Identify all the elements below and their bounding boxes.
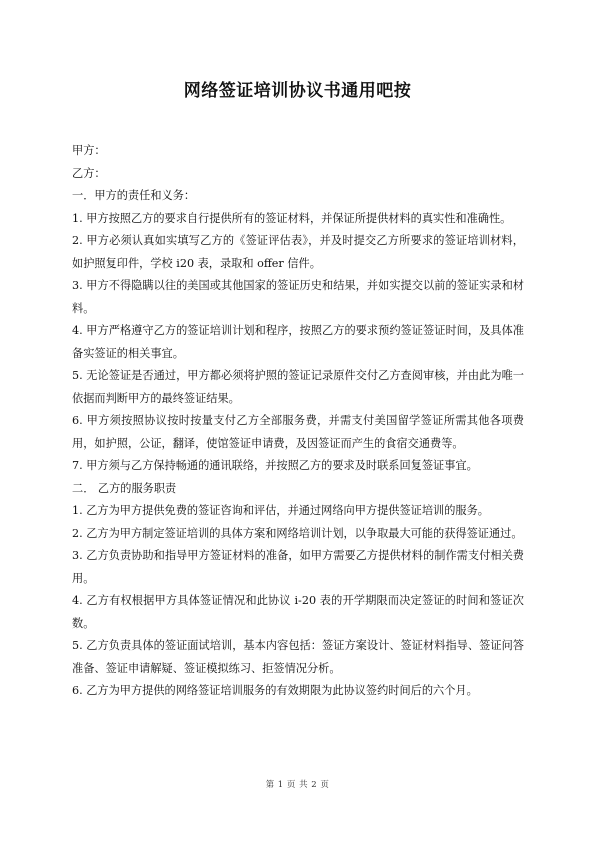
document-body: [72, 140, 524, 703]
section1-heading: 一．甲方的责任和义务：: [72, 189, 196, 202]
section2-item: 2. 乙方为甲方制定签证培训的具体方案和网络培训计划，以争取最大可能的获得签证通过。: [72, 526, 523, 540]
section2-item: 1. 乙方为甲方提供免费的签证咨询和评估，并通过网络向甲方提供签证培训的服务。: [72, 504, 489, 517]
section1-item: 5. 无论签证是否通过，甲方都必须将护照的签证记录原件交付乙方查阅审核，并由此为唯一依据而判断甲方的最终签证结果。: [72, 369, 524, 405]
section2-item: 6. 乙方为甲方提供的网络签证培训服务的有效期限为此协议签约时间后的六个月。: [72, 684, 478, 697]
page-number-footer: 第 1 页 共 2 页: [265, 780, 330, 790]
section1-item: 4. 甲方严格遵守乙方的签证培训计划和程序，按照乙方的要求预约签证签证时间，及具体准备实签证的相关事宜。: [72, 324, 524, 360]
section2-heading: 二． 乙方的服务职责: [72, 481, 177, 495]
section1-item: 3. 甲方不得隐瞒以往的美国或其他国家的签证历史和结果，并如实提交以前的签证实录和材料。: [72, 279, 524, 315]
section2-item: 4. 乙方有权根据甲方具体签证情况和此协议 i-20 表的开学期限而决定签证的时间和签证次数。: [72, 594, 524, 630]
section2-item: 5. 乙方负责具体的签证面试培训，基本内容包括：签证方案设计、签证材料指导、签证问答准备、签证申请解疑、签证模拟练习、拒签情况分析。: [72, 639, 524, 675]
section2-item: 3. 乙方负责协助和指导甲方签证材料的准备，如甲方需要乙方提供材料的制作需支付相关费用。: [72, 549, 524, 585]
section1-item: 1. 甲方按照乙方的要求自行提供所有的签证材料，并保证所提供材料的真实性和准确性。: [72, 211, 512, 225]
section1-item: 2. 甲方必须认真如实填写乙方的《签证评估表》，并及时提交乙方所要求的签证培训材料，如护照复印件，学校 i20 表，录取和 offer 信件。: [72, 234, 524, 270]
section1-item: 6. 甲方须按照协议按时按量支付乙方全部服务费，并需支付美国留学签证所需其他各项费用，如护照，公证，翻译，使馆签证申请费，及因签证而产生的食宿交通费等。: [72, 414, 524, 450]
party-b-line: 乙方：: [72, 166, 106, 180]
section1-item: 7. 甲方须与乙方保持畅通的通讯联络，并按照乙方的要求及时联系回复签证事宜。: [72, 459, 478, 472]
party-a-line: 甲方：: [72, 144, 106, 157]
document-title: 网络签证培训协议书通用吧按: [183, 81, 412, 101]
